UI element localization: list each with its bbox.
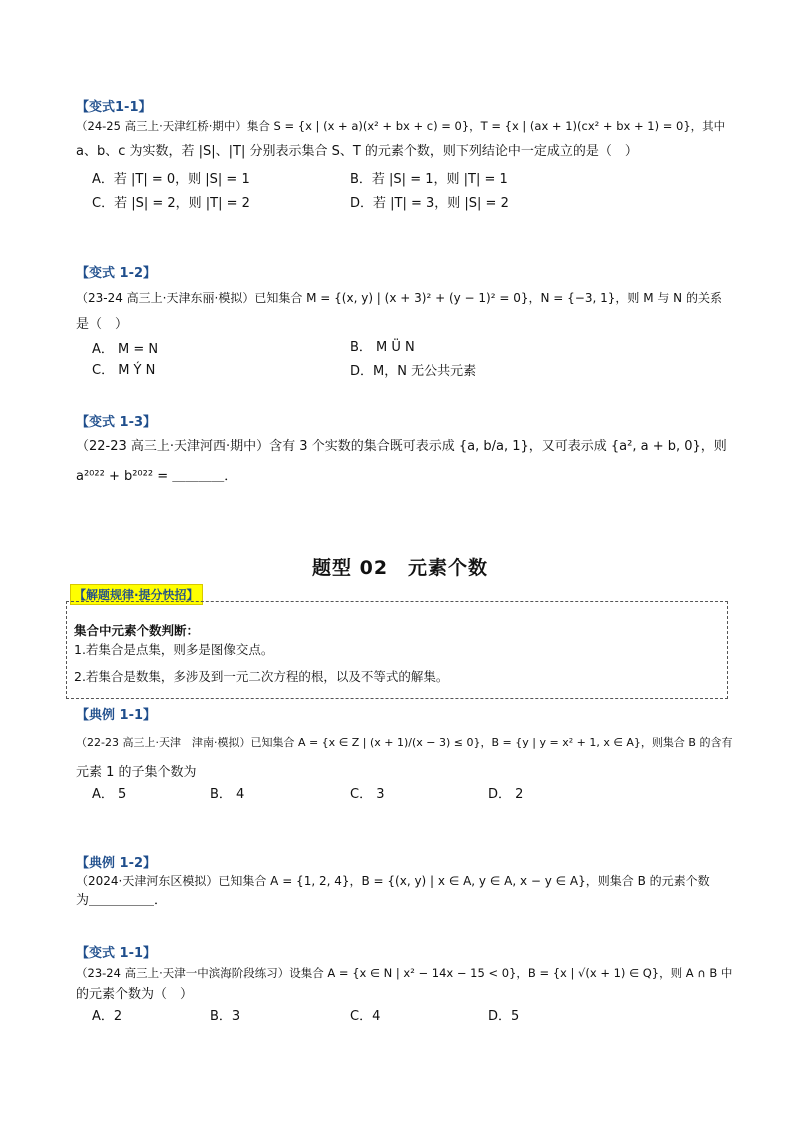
example-1-1-line2: 元素 1 的子集个数为 [76,765,197,780]
variant-1-1-line1: （24-25 高三上·天津红桥·期中）集合 S = {x | (x + a)(x² + bx + c) = 0}，T = {x | (ax + 1)(cx² + bx + 1) = 0}，其中 [76,119,726,133]
variant-1-2-option-a: A． M = N [92,342,159,357]
variant-2-1-line2: 的元素个数为（ ） [76,987,194,1002]
example-1-2-line1: （2024·天津河东区模拟）已知集合 A = {1, 2, 4}，B = {(x, y) | x ∈ A, y ∈ A, x − y ∈ A}，则集合 B 的元素个数 [76,874,710,888]
example-1-1-option-d: D． 2 [488,787,524,802]
section-title: 题型 02 元素个数 [312,557,489,579]
example-1-1-line1: （22-23 高三上·天津 津南·模拟）已知集合 A = {x ∈ Z | (x + 1)/(x − 3) ≤ 0}，B = {y | y = x² + 1, x ∈ A}，则集合 B 的含有 [76,736,733,749]
variant-1-3-line2: a²⁰²² + b²⁰²² = ＿＿＿＿． [76,469,238,484]
variant-1-2-tag: 【变式 1-2】 [76,266,157,281]
example-1-1-tag: 【典例 1-1】 [76,708,157,723]
rule-item-1: 1.若集合是点集，则多是图像交点。 [74,642,274,657]
variant-1-2-line2: 是（ ） [76,317,129,332]
variant-1-1-option-b: B．若 |S| = 1，则 |T| = 1 [350,172,508,187]
rule-title: 集合中元素个数判断： [74,623,200,638]
variant-2-1-option-d: D．5 [488,1009,520,1024]
variant-2-1-option-c: C．4 [350,1009,381,1024]
example-1-2-tag: 【典例 1-2】 [76,856,157,871]
variant-1-1-option-a: A．若 |T| = 0，则 |S| = 1 [92,172,250,187]
example-1-2-line2: 为＿＿＿＿＿． [76,893,168,908]
tips-banner: 【解题规律·提分快招】 [70,584,203,605]
variant-1-1-tag: 【变式1-1】 [76,100,152,115]
variant-1-2-option-d: D．M，N 无公共元素 [350,364,477,379]
example-1-1-option-c: C． 3 [350,787,385,802]
example-1-1-option-b: B． 4 [210,787,245,802]
example-1-1-option-a: A． 5 [92,787,127,802]
variant-1-1-line2: a、b、c 为实数，若 |S|、|T| 分别表示集合 S、T 的元素个数，则下列结论中一定成立的是（ ） [76,144,638,159]
variant-1-2-line1: （23-24 高三上·天津东丽·模拟）已知集合 M = {(x, y) | (x + 3)² + (y − 1)² = 0}，N = {−3, 1}，则 M 与 N 的关系 [76,291,722,305]
variant-2-1-option-b: B．3 [210,1009,241,1024]
variant-1-1-option-d: D．若 |T| = 3，则 |S| = 2 [350,196,509,211]
rule-item-2: 2.若集合是数集，多涉及到一元二次方程的根，以及不等式的解集。 [74,669,449,684]
variant-1-2-option-c: C． M Ý N [92,363,156,378]
variant-1-1-option-c: C．若 |S| = 2，则 |T| = 2 [92,196,250,211]
variant-2-1-line1: （23-24 高三上·天津一中滨海阶段练习）设集合 A = {x ∈ N | x² − 14x − 15 < 0}，B = {x | √(x + 1) ∈ Q}，则 A ∩ B 中 [76,966,733,980]
variant-1-3-tag: 【变式 1-3】 [76,415,157,430]
variant-1-3-line1: （22-23 高三上·天津河西·期中）含有 3 个实数的集合既可表示成 {a, b/a, 1}，又可表示成 {a², a + b, 0}，则 [76,439,727,454]
variant-2-1-option-a: A．2 [92,1009,123,1024]
variant-1-2-option-b: B． M Ü N [350,340,415,355]
variant-2-1-tag: 【变式 1-1】 [76,946,157,961]
